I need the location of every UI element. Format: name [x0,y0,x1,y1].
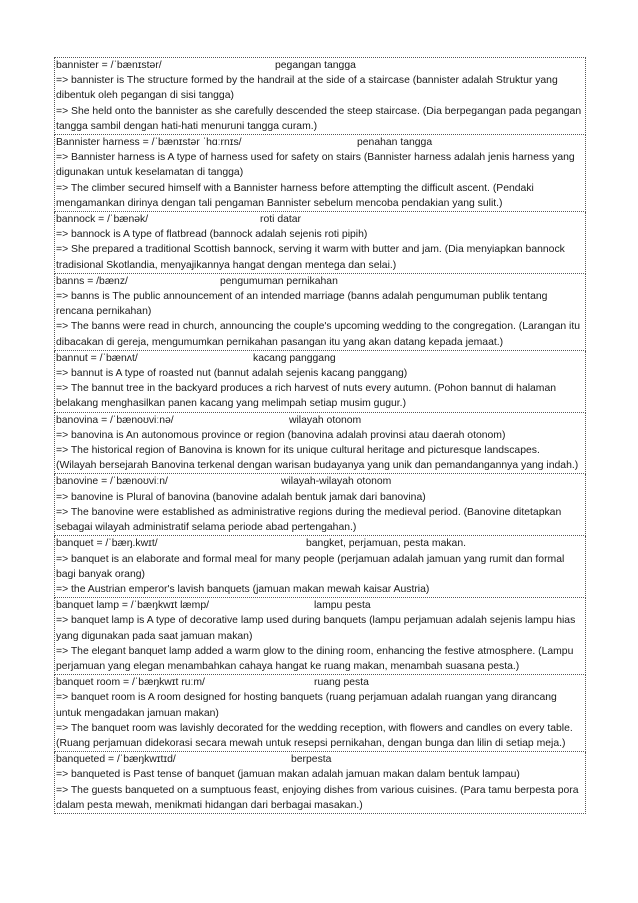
translation: wilayah otonom [289,414,362,426]
example: => The banquet room was lavishly decorated for the wedding reception, with flowers and candles on every table. (Ruang perjamuan didekorasi secara mewah untuk resepsi pernikahan, dengan bunga dan lilin di setiap meja.) [56,722,573,749]
example: => The banns were read in church, announcing the couple's upcoming wedding to the congregation. (Larangan itu dibacakan di gereja, mengumumkan pernikahan pasangan itu yang akan datang kepada jemaat.) [56,321,580,348]
definition: => bannister is The structure formed by the handrail at the side of a staircase (bannister adalah Struktur yang dibentuk oleh pegangan di sisi tangga) [56,75,558,102]
entry-banovine [54,474,586,536]
entry-headline [56,413,583,428]
headword: bannister = /ˈbænɪstər/ [56,60,162,71]
translation: wilayah-wilayah otonom [281,476,392,488]
entry-headline [56,58,583,73]
entry-headline [56,752,583,767]
example: => The historical region of Banovina is known for its unique cultural heritage and picturesque landscapes. (Wilayah bersejarah Banovina terkenal dengan warisan budayanya yang unik dan pemandangannya yang indah.) [56,445,579,472]
definition: => banqueted is Past tense of banquet (jamuan makan adalah jamuan makan dalam bentuk lampau) [56,769,520,781]
entry-headline [56,598,583,613]
headword: banqueted = /ˈbæŋkwɪtɪd/ [56,754,176,766]
entry-headline [56,135,583,150]
entry-banns [54,274,586,351]
entry-headline [56,474,583,489]
example: => The banovine were established as administrative regions during the medieval period. (Banovine ditetapkan sebagai wilayah administratif selama periode abad pertengahan.) [56,506,562,534]
headword: bannock = /ˈbænək/ [56,214,149,226]
entry-banquet [54,536,586,598]
entry-banquet-room [54,675,586,752]
entry-headline [56,675,583,690]
definition: => bannut is A type of roasted nut (bannut adalah sejenis kacang panggang) [56,368,408,380]
translation: berpesta [291,754,332,766]
entry-headline [56,536,583,551]
headword: banns = /bænz/ [56,275,128,287]
definition: => banovine is Plural of banovina (banovine adalah bentuk jamak dari banovina) [56,491,426,503]
headword: Bannister harness = /ˈbænɪstər ˈhɑːrnɪs/ [56,137,242,149]
example: => The elegant banquet lamp added a warm glow to the dining room, enhancing the festive atmosphere. (Lampu perjamuan yang elegan menambahkan cahaya hangat ke ruang makan, menambah suasana pesta.) [56,645,574,672]
definition: => Bannister harness is A type of harness used for safety on stairs (Bannister harness adalah jenis harness yang digunakan untuk keselamatan di tangga) [56,152,575,179]
example: => She prepared a traditional Scottish bannock, serving it warm with butter and jam. (Dia menyiapkan bannock tradisional Skotlandia, menyajikannya hangat dengan mentega dan selai.) [56,244,565,271]
definition: => banovina is An autonomous province or region (banovina adalah provinsi atau daerah otonom) [56,429,506,441]
example: => The climber secured himself with a Bannister harness before attempting the difficult ascent. (Pendaki mengamankan dirinya dengan tali pengaman Bannister sebelum mencoba pendakian yang sulit.) [56,182,534,209]
headword: banovina = /ˈbænoʊviːnə/ [56,414,174,426]
translation: bangket, perjamuan, pesta makan. [306,538,466,550]
headword: banovine = /ˈbænoʊviːn/ [56,476,168,488]
translation: pegangan tangga [275,60,356,71]
definition: => banns is The public announcement of an intended marriage (banns adalah pengumuman publik tentang rencana pernikahan) [56,291,548,318]
entry-headline [56,351,583,366]
entry-bannister [54,57,586,135]
example: => The bannut tree in the backyard produces a rich harvest of nuts every autumn. (Pohon bannut di halaman belakang menghasilkan panen kacang yang melimpah setiap musim gugur.) [56,383,557,410]
example: => She held onto the bannister as she carefully descended the steep staircase. (Dia berpegangan pada pegangan tangga sambil dengan hati-hati menuruni tangga curam.) [56,105,582,132]
definition: => banquet room is A room designed for hosting banquets (ruang perjamuan adalah ruangan yang dirancang untuk mengadakan jamuan makan) [56,692,557,719]
entry-bannut [54,351,586,413]
headword: banquet room = /ˈbæŋkwɪt ruːm/ [56,677,205,689]
example: => the Austrian emperor's lavish banquets (jamuan makan mewah kaisar Austria) [56,583,430,595]
translation: penahan tangga [357,137,433,149]
headword: banquet lamp = /ˈbæŋkwɪt læmp/ [56,600,209,612]
translation: lampu pesta [314,600,371,612]
definition: => banquet lamp is A type of decorative lamp used during banquets (lampu perjamuan adalah sejenis lampu hias yang digunakan pada saat jamuan makan) [56,615,576,642]
entry-banqueted [54,752,586,814]
example: => The guests banqueted on a sumptuous feast, enjoying dishes from various cuisines. (Para tamu berpesta pora dalam pesta mewah, menikmati hidangan dari berbagai masakan.) [56,784,579,811]
headword: banquet = /ˈbæŋ.kwɪt/ [56,538,158,550]
headword: bannut = /ˈbænʌt/ [56,352,138,364]
entry-bannock [54,212,586,274]
definition: => bannock is A type of flatbread (bannock adalah sejenis roti pipih) [56,229,368,241]
entry-headline [56,212,583,227]
entry-banovina [54,413,586,475]
translation: roti datar [260,214,302,226]
entry-bannister-harness [54,135,586,212]
vocabulary-page [54,57,586,814]
entry-headline [56,274,583,289]
translation: kacang panggang [253,352,336,364]
translation: pengumuman pernikahan [220,275,338,287]
definition: => banquet is an elaborate and formal meal for many people (perjamuan adalah jamuan yang rumit dan formal bagi banyak orang) [56,553,565,580]
translation: ruang pesta [314,677,369,689]
entry-banquet-lamp [54,598,586,675]
